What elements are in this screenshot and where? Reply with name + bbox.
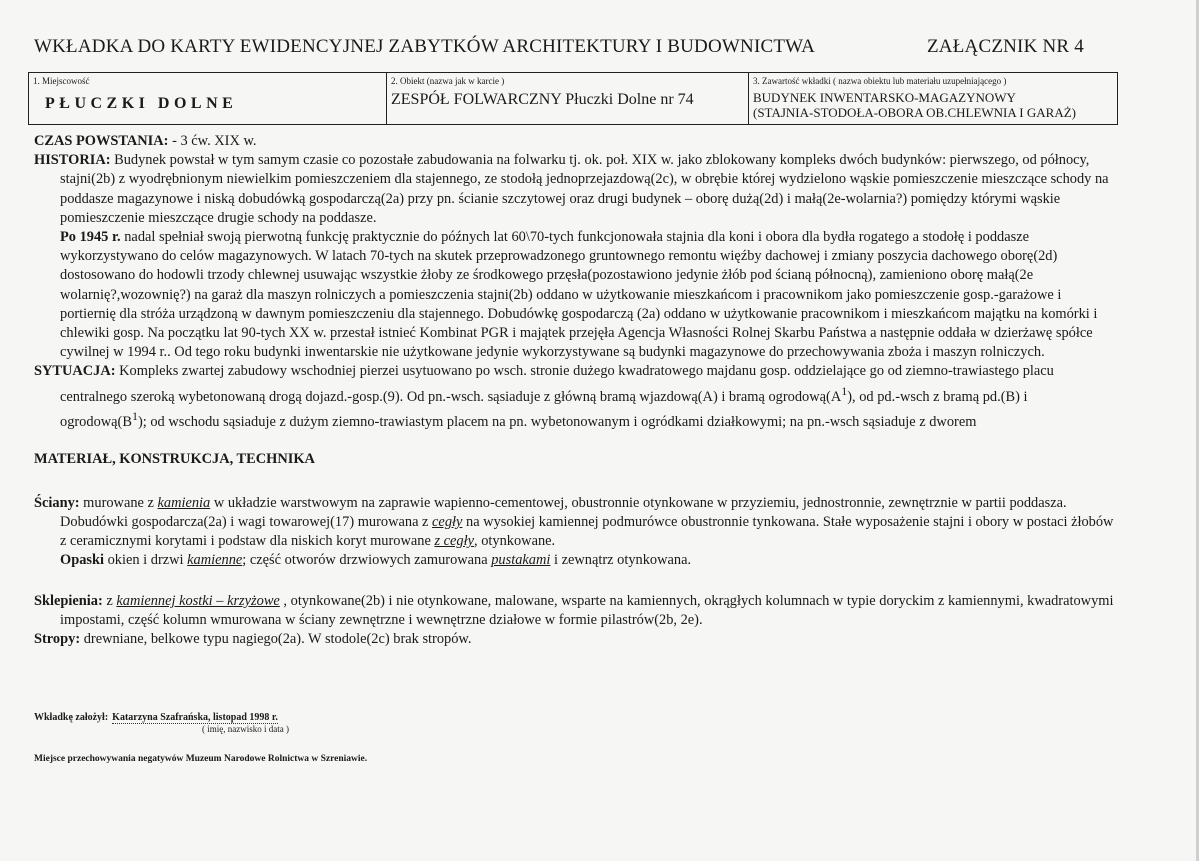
sytuacja-text-a: Kompleks zwartej zabudowy wschodniej pierzei usytuowano po wsch. stronie dużego kwadratowego majdanu gosp. oddzielające go od ziemno-trawiastego placu centralnego szeroką wybetonowaną drogą dojazd.-gosp.(9). Od pn.-wsch. sąsiaduje z główną bramą wjazdową(A) i bramą ogrodową(A [60,363,1054,405]
opaski-label: Opaski [60,552,104,569]
historia-text-1: Budynek powstał w tym samym czasie co pozostałe zabudowania na folwarku tj. ok. poł. XIX w. jako zblokowany kompleks dwóch budynków: pierwszego, od północy, stajni(2b) z wyodrębnionym niewielkim pomieszczeniem dla stajennego, ze stodołą jednoprzejazdową(2c), w obrębie której wydzielono wąskie pomieszczenie mieszczące schody na poddasze magazynowe i niską dobudówką gospodarczą(2a) przy pn. ścianie szczytowej oraz drugi budynek – oborę dużą(2d) i małą(2e-wolarnia?) pomiędzy którymi wąskie pomieszczenie mieszczące drugie schody na poddasze. [60,152,1109,226]
opaski-text-2: ; część otworów drzwiowych zamurowana [242,552,492,569]
sklepienia-text-2: , otynkowane(2b) i nie otynkowane, malowane, wsparte na kamiennych, okrągłych kolumnach w typie doryckim z kamiennymi, kwadratowymi impostami, część kolumn wmurowana w ściany zewnętrzne i wewnętrzne działowe w formie pilastrów(2b, 2e). [60,592,1114,628]
sytuacja-text-c: ); od wschodu sąsiaduje z dużym ziemno-trawiastym placem na pn. wybetonowanym i ogródkami działkowymi; na pn.-wsch sąsiaduje z dworem [137,413,977,430]
historia-text-2: nadal spełniał swoją pierwotną funkcję praktycznie do późnych lat 60\70-tych funkcjonowała stajnia dla koni i obora dla bydła rogatego a stodołę i poddasze wykorzystywano do celów magazynowych. W latach 70-tych na skutek przeprowadzonego gruntownego remontu więźby dachowej i zmiany poszycia dachowego oborę(2d) dostosowano do hodowli trzody chlewnej usuwając wszystkie żłoby ze środkowego przęsła(pozostawiono jedynie żłób pod ścianą północną), zamieniono oborę małą(2e wolarnię?,wozownię?) na garaż dla maszyn rolniczych a pomieszczenia stajni(2b) oddano w użytkowanie mieszkańcom i pracownikom jako pomieszczenie gosp.-garażowe i portiernię dla stróża urządzoną w dawnym pomieszczeniu dla stajennego. Dobudówkę gospodarczą (2a) oddano w użytkowanie pracownikom i mieszkańcom majątku na komórki i chlewiki gosp. Na początku lat 90-tych XX w. przestał istnieć Kombinat PGR i majątek przejęła Agencja Własności Rolnej Skarbu Państwa a następnie oddała w dzierżawę spółce cywilnej w 1994 r.. Od tego roku budynki inwentarskie nie użytkowane jedynie wykorzystywane są budynki magazynowe do przechowywania zboża i maszyn rolniczych. [60,229,1098,361]
contents-box [749,73,1118,125]
location-value: PŁUCZKI DOLNE [45,95,238,112]
czas-value: - 3 ćw. XIX w. [168,133,257,149]
historia-paragraph-1 [34,151,1114,228]
sytuacja-label: SYTUACJA: [34,363,116,380]
author-caption: ( imię, nazwisko i data ) [202,724,289,734]
location-box [29,73,387,125]
opaski-material-2: pustakami [491,552,551,569]
author-label: Wkładkę założył: [34,712,109,723]
contents-caption: 3. Zawartość wkładki ( nazwa obiektu lub materiału uzupełniającego ) [753,76,1007,86]
sciany-text-3: na wysokiej kamiennej podmurówce obustronnie tynkowana. Stałe wyposażenie stajni i obory w postaci żłobów z ceramicznymi korytami i podstaw dla niskich koryt murowane [60,514,1114,550]
historia-paragraph-2 [34,228,1114,362]
document-title: WKŁADKA DO KARTY EWIDENCYJNEJ ZABYTKÓW ARCHITEKTURY I BUDOWNICTWA [34,36,816,57]
object-box [387,73,749,125]
sciany-text-4: , otynkowane. [474,533,556,550]
sciany-text-2: w układzie warstwowym na zaprawie wapienno-cementowej, obustronnie otynkowane w przyziemiu, jednostronnie, zewnętrznie w partii poddasza. Dobudówki gospodarcza(2a) i wagi towarowej(17) murowana z [60,494,1067,531]
annex-number: ZAŁĄCZNIK NR 4 [927,36,1084,57]
sciany-material-2: cegły [432,514,463,531]
sciany-material-1: kamienia [157,494,211,511]
material-heading: MATERIAŁ, KONSTRUKCJA, TECHNIKA [34,450,315,467]
sciany-paragraph [34,494,1114,552]
sklepienia-paragraph [34,592,1114,630]
sup-2: 1 [131,408,138,423]
sciany-text-1: murowane z [79,494,158,511]
sklepienia-label: Sklepienia: [34,592,103,609]
sup-1: 1 [841,383,848,398]
contents-line-1: BUDYNEK INWENTARSKO-MAGAZYNOWY [753,90,1016,105]
opaski-text-1: okien i drzwi [104,552,188,569]
sklepienia-text-1: z [102,592,117,609]
info-boxes [28,72,1118,125]
opaski-text-3: i zewnątrz otynkowana. [550,552,692,569]
object-value: ZESPÓŁ FOLWARCZNY Płuczki Dolne nr 74 [391,91,694,108]
sytuacja-text-b: ), od pd.-wsch z bramą pd.(B) i ogrodową(B [60,388,1028,430]
location-caption: 1. Miejscowość [33,76,90,86]
sciany-material-3: z cegły [434,533,475,550]
po-1945-label: Po 1945 r. [60,229,121,246]
object-caption: 2. Obiekt (nazwa jak w karcie ) [391,76,505,86]
author-line [34,712,278,723]
stropy-paragraph [34,630,1114,649]
historia-label: HISTORIA: [34,152,111,169]
opaski-paragraph [34,551,1114,570]
sytuacja-paragraph [34,362,1114,431]
sciany-label: Ściany: [34,494,80,511]
author-value: Katarzyna Szafrańska, listopad 1998 r. [112,712,278,723]
czas-label: CZAS POWSTANIA: [34,133,169,149]
document-body [34,132,1114,649]
opaski-material-1: kamienne [187,552,243,569]
storage-note: Miejsce przechowywania negatywów Muzeum Narodowe Rolnictwa w Szreniawie. [34,754,368,764]
stropy-text: drewniane, belkowe typu nagiego(2a). W stodole(2c) brak stropów. [80,631,472,648]
contents-line-2: (STAJNIA-STODOŁA-OBORA OB.CHLEWNIA I GARAŻ) [753,105,1076,120]
czas-powstania [34,132,1114,151]
sklepienia-material: kamiennej kostki – krzyżowe [116,592,280,609]
stropy-label: Stropy: [34,631,81,648]
